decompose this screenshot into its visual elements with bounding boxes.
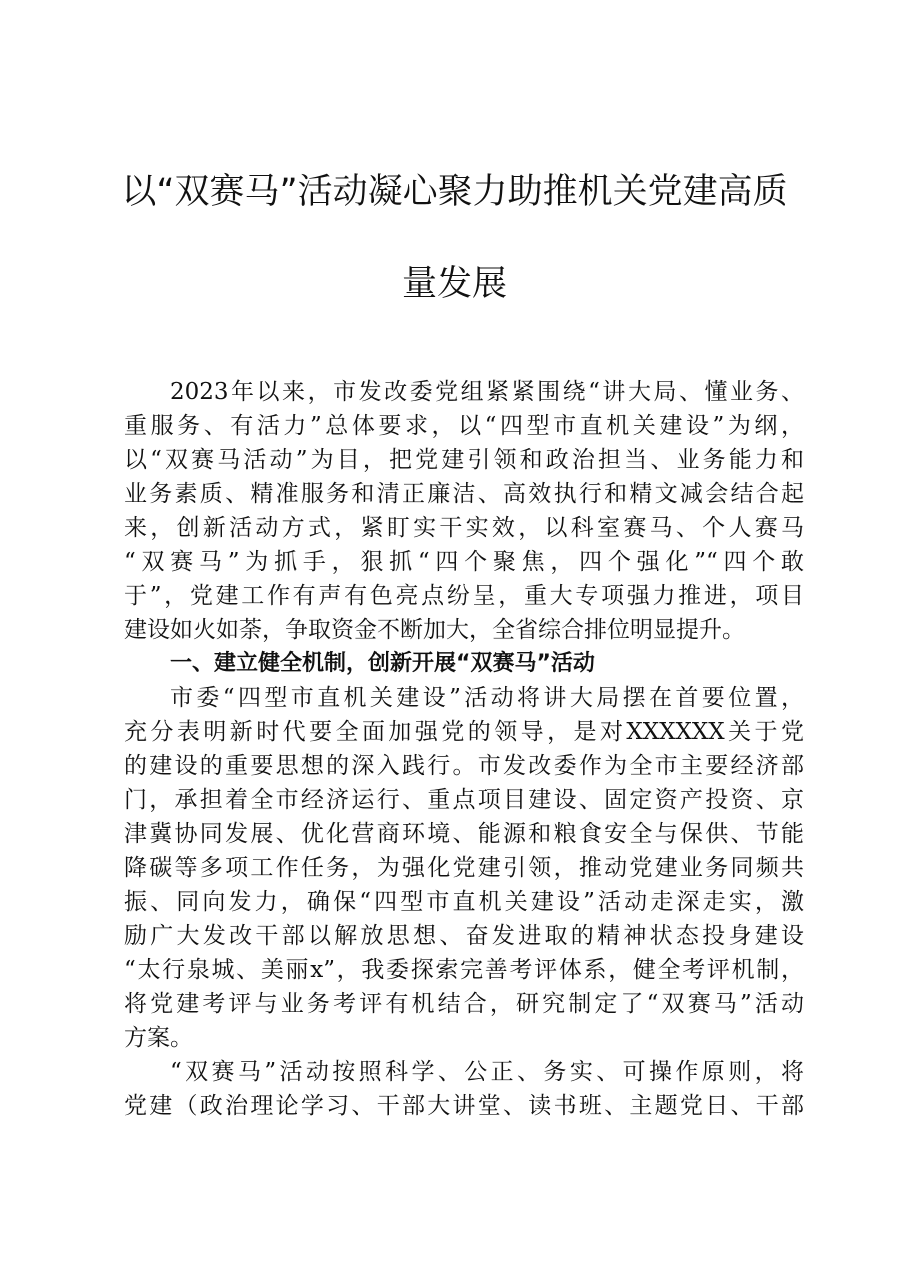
paragraph-line: 充分表明新时代要全面加强党的领导，是对XXXXXX关于党 (124, 719, 804, 745)
paragraph-line: 将党建考评与业务考评有机结合，研究制定了“双赛马”活动 (124, 991, 804, 1017)
section-heading: 一、建立健全机制，创新开展“双赛马”活动 (170, 651, 595, 676)
paragraph-line: 于”，党建工作有声有色亮点纷呈，重大专项强力推进，项目 (124, 583, 804, 609)
paragraph-line: 降碳等多项工作任务，为强化党建引领，推动党建业务同频共 (124, 855, 804, 881)
paragraph-line: “双赛马”活动按照科学、公正、务实、可操作原则，将 (170, 1059, 804, 1085)
paragraph-line: 的建设的重要思想的深入践行。市发改委作为全市主要经济部 (124, 753, 804, 779)
paragraph-line: “太行泉城、美丽x”，我委探索完善考评体系，健全考评机制， (124, 957, 804, 983)
paragraph-line: 励广大发改干部以解放思想、奋发进取的精神状态投身建设 (124, 923, 804, 949)
paragraph-line: 重服务、有活力”总体要求，以“四型市直机关建设”为纲， (124, 413, 804, 439)
paragraph-line: 建设如火如荼，争取资金不断加大，全省综合排位明显提升。 (124, 617, 745, 643)
paragraph-line: 方案。 (124, 1025, 193, 1051)
document-title-line-2: 量发展 (401, 264, 507, 304)
paragraph-line: 津冀协同发展、优化营商环境、能源和粮食安全与保供、节能 (124, 821, 804, 847)
paragraph-line: 以“双赛马活动”为目，把党建引领和政治担当、业务能力和 (124, 447, 804, 473)
paragraph-line: “双赛马”为抓手，狠抓“四个聚焦，四个强化”“四个敢 (124, 549, 804, 575)
paragraph-line: 振、同向发力，确保“四型市直机关建设”活动走深走实，激 (124, 889, 804, 915)
paragraph-line: 来，创新活动方式，紧盯实干实效，以科室赛马、个人赛马 (124, 515, 804, 541)
paragraph-line: 党建（政治理论学习、干部大讲堂、读书班、主题党日、干部 (124, 1093, 804, 1119)
paragraph-line: 门，承担着全市经济运行、重点项目建设、固定资产投资、京 (124, 787, 804, 813)
paragraph-line: 市委“四型市直机关建设”活动将讲大局摆在首要位置， (170, 685, 804, 711)
paragraph-line: 2023年以来，市发改委党组紧紧围绕“讲大局、懂业务、 (170, 379, 804, 405)
paragraph-line: 业务素质、精准服务和清正廉洁、高效执行和精文减会结合起 (124, 481, 804, 507)
document-title-line-1: 以“双赛马”活动凝心聚力助推机关党建高质 (121, 172, 788, 212)
